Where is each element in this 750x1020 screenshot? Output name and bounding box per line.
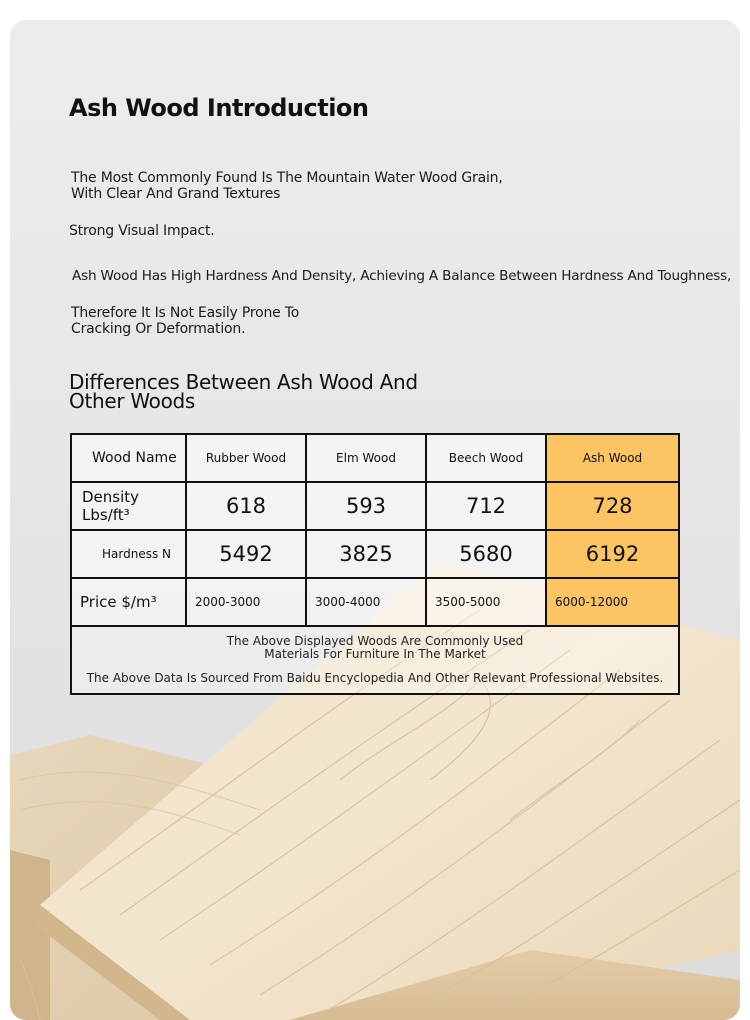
density-rubber-wood: 618 [186,482,306,530]
intro-paragraph-visual: Strong Visual Impact. [69,223,215,239]
wood-comparison-table [70,433,680,695]
hardness-ash-wood: 6192 [546,530,679,578]
header-rubber-wood: Rubber Wood [186,434,306,482]
hardness-elm-wood: 3825 [306,530,426,578]
comparison-title-line-1: Differences Between Ash Wood And [69,370,418,394]
intro-durability-line-1: Therefore It Is Not Easily Prone To [71,305,300,321]
row-label-density: Density Lbs/ft³ [71,482,186,530]
comparison-title-line-2: Other Woods [69,389,196,413]
hardness-beech-wood: 5680 [426,530,546,578]
table-row-density [71,482,679,530]
row-label-price: Price $/m³ [71,578,186,626]
note-line-2: Materials For Furniture In The Market [264,647,486,661]
price-elm-wood: 3000-4000 [306,578,426,626]
intro-grain-line-1: The Most Commonly Found Is The Mountain Water Wood Grain, [71,170,503,186]
header-beech-wood: Beech Wood [426,434,546,482]
price-beech-wood: 3500-5000 [426,578,546,626]
row-label-hardness: Hardness N [71,530,186,578]
intro-paragraph-hardness: Ash Wood Has High Hardness And Density, Achieving A Balance Between Hardness And Toughness, [72,268,732,284]
note-source: The Above Data Is Sourced From Baidu Encyclopedia And Other Relevant Professional Websites. [86,671,664,685]
header-wood-name: Wood Name [71,434,186,482]
density-elm-wood: 593 [306,482,426,530]
intro-paragraph-durability [71,305,299,337]
intro-durability-line-2: Cracking Or Deformation. [71,321,246,337]
table-row-price [71,578,679,626]
header-ash-wood: Ash Wood [546,434,679,482]
price-ash-wood: 6000-12000 [546,578,679,626]
hardness-rubber-wood: 5492 [186,530,306,578]
table-note-row [71,626,679,694]
density-ash-wood: 728 [546,482,679,530]
comparison-title [69,370,418,413]
product-info-card [10,20,740,1020]
intro-grain-line-2: With Clear And Grand Textures [71,186,281,202]
table-row-hardness [71,530,679,578]
note-line-1: The Above Displayed Woods Are Commonly Used [226,634,524,648]
density-beech-wood: 712 [426,482,546,530]
intro-paragraph-grain [71,170,503,202]
table-note [71,626,679,694]
page-title: Ash Wood Introduction [69,94,369,122]
header-elm-wood: Elm Wood [306,434,426,482]
price-rubber-wood: 2000-3000 [186,578,306,626]
table-header-row [71,434,679,482]
